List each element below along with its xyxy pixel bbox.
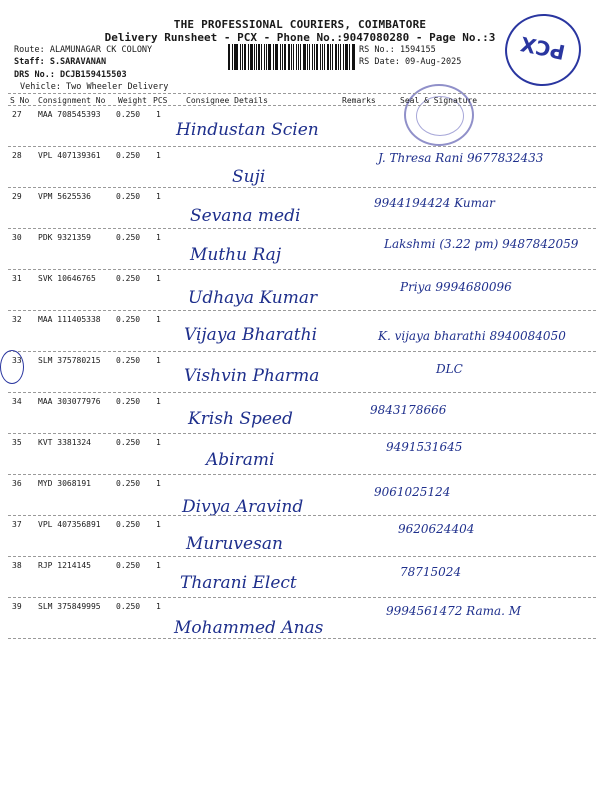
row-consignee-handwritten: Muruvesan xyxy=(186,534,283,554)
route-text: Route: ALAMUNAGAR CK COLONY xyxy=(14,45,153,55)
row-pcs: 1 xyxy=(156,397,161,406)
row-divider xyxy=(8,638,596,639)
row-consignee-handwritten: Muthu Raj xyxy=(190,245,282,265)
row-receiver-signature: K. vijaya bharathi 8940084050 xyxy=(378,329,566,343)
header-divider xyxy=(8,93,596,94)
row-receiver-signature: J. Thresa Rani 9677832433 xyxy=(378,151,544,165)
row-pcs: 1 xyxy=(156,192,161,201)
drs-number: DRS No.: DCJB159415503 xyxy=(14,70,127,80)
row-consignee-handwritten: Krish Speed xyxy=(188,409,293,429)
row-consignment-no: VPL 407139361 xyxy=(38,151,101,160)
row-consignment-no: SLM 375849995 xyxy=(38,602,101,611)
row-weight: 0.250 xyxy=(116,602,141,611)
rs-number: RS No.: 1594155 xyxy=(359,45,436,55)
row-consignee-handwritten: Hindustan Scien xyxy=(176,120,319,140)
table-row xyxy=(0,270,600,311)
row-consignment-no: MAA 708545393 xyxy=(38,110,101,119)
table-row xyxy=(0,557,600,598)
row-consignee-handwritten: Sevana medi xyxy=(190,206,301,226)
row-receiver-signature: Lakshmi (3.22 pm) 9487842059 xyxy=(384,237,579,251)
row-receiver-signature: 9944194424 Kumar xyxy=(374,196,495,210)
row-consignment-no: SLM 375780215 xyxy=(38,356,101,365)
col-seal-signature: Seal & Signature xyxy=(400,96,478,105)
row-sno: 39 xyxy=(12,602,22,611)
row-pcs: 1 xyxy=(156,151,161,160)
row-pcs: 1 xyxy=(156,602,161,611)
row-consignee-handwritten: Divya Aravind xyxy=(182,497,304,517)
col-weight: Weight xyxy=(118,96,147,105)
col-sno: S No xyxy=(10,96,30,105)
row-pcs: 1 xyxy=(156,520,161,529)
row-sno: 34 xyxy=(12,397,22,406)
row-consignment-no: VPL 407356891 xyxy=(38,520,101,529)
col-consignment: Consignment No xyxy=(38,96,106,105)
row-sno: 36 xyxy=(12,479,22,488)
row-weight: 0.250 xyxy=(116,151,141,160)
row-consignment-no: MAA 303077976 xyxy=(38,397,101,406)
row-consignee-handwritten: Mohammed Anas xyxy=(174,618,324,638)
row-weight: 0.250 xyxy=(116,233,141,242)
table-row xyxy=(0,188,600,229)
row-pcs: 1 xyxy=(156,438,161,447)
row-sno: 33 xyxy=(12,356,22,365)
row-weight: 0.250 xyxy=(116,561,141,570)
row-consignment-no: MYD 3068191 xyxy=(38,479,91,488)
table-row xyxy=(0,598,600,639)
row-consignment-no: RJP 1214145 xyxy=(38,561,91,570)
row-receiver-signature: 9491531645 xyxy=(386,440,463,454)
col-consignee: Consignee Details xyxy=(186,96,268,105)
row-consignee-handwritten: Vijaya Bharathi xyxy=(184,325,318,345)
row-weight: 0.250 xyxy=(116,274,141,283)
row-sno: 28 xyxy=(12,151,22,160)
table-row xyxy=(0,475,600,516)
row-sno: 27 xyxy=(12,110,22,119)
row-weight: 0.250 xyxy=(116,397,141,406)
runsheet-title: THE PROFESSIONAL COURIERS, COIMBATORE xyxy=(173,18,427,31)
row-receiver-signature: 9994561472 Rama. M xyxy=(386,604,522,618)
col-remarks: Remarks xyxy=(342,96,376,105)
row-sno: 30 xyxy=(12,233,22,242)
row-weight: 0.250 xyxy=(116,438,141,447)
row-sno: 37 xyxy=(12,520,22,529)
row-consignment-no: KVT 3381324 xyxy=(38,438,91,447)
table-row xyxy=(0,311,600,352)
row-receiver-signature: Priya 9994680096 xyxy=(400,280,512,294)
pen-circle-mark xyxy=(0,350,24,384)
row-receiver-signature: 9061025124 xyxy=(374,485,451,499)
table-row xyxy=(0,393,600,434)
row-consignee-handwritten: Abirami xyxy=(206,450,275,470)
row-pcs: 1 xyxy=(156,479,161,488)
row-weight: 0.250 xyxy=(116,192,141,201)
table-row xyxy=(0,229,600,270)
table-row xyxy=(0,106,600,147)
row-pcs: 1 xyxy=(156,315,161,324)
row-sno: 35 xyxy=(12,438,22,447)
row-weight: 0.250 xyxy=(116,110,141,119)
row-pcs: 1 xyxy=(156,561,161,570)
row-weight: 0.250 xyxy=(116,315,141,324)
row-pcs: 1 xyxy=(156,110,161,119)
row-consignee-handwritten: Vishvin Pharma xyxy=(184,366,320,386)
pcx-stamp: PCX xyxy=(500,9,585,91)
row-consignee-handwritten: Udhaya Kumar xyxy=(188,288,318,308)
row-pcs: 1 xyxy=(156,233,161,242)
table-row xyxy=(0,516,600,557)
row-consignee-handwritten: Suji xyxy=(232,167,266,187)
row-receiver-signature: 78715024 xyxy=(400,565,462,579)
col-pcs: PCS xyxy=(153,96,168,105)
row-consignment-no: MAA 111405338 xyxy=(38,315,101,324)
row-weight: 0.250 xyxy=(116,520,141,529)
row-pcs: 1 xyxy=(156,356,161,365)
table-row xyxy=(0,352,600,393)
row-sno: 31 xyxy=(12,274,22,283)
row-consignment-no: SVK 10646765 xyxy=(38,274,96,283)
table-row xyxy=(0,147,600,188)
row-receiver-signature: 9843178666 xyxy=(370,403,447,417)
row-weight: 0.250 xyxy=(116,479,141,488)
row-receiver-signature: DLC xyxy=(436,362,463,376)
row-weight: 0.250 xyxy=(116,356,141,365)
staff-text: Staff: S.SARAVANAN xyxy=(14,57,107,67)
row-receiver-signature: 9620624404 xyxy=(398,522,475,536)
row-pcs: 1 xyxy=(156,274,161,283)
row-sno: 38 xyxy=(12,561,22,570)
runsheet-subtitle: Delivery Runsheet - PCX - Phone No.:9047080280 - Page No.:3 xyxy=(104,31,496,44)
vehicle-text: Vehicle: Two Wheeler Delivery xyxy=(20,82,169,92)
barcode xyxy=(228,44,356,70)
row-consignee-handwritten: Tharani Elect xyxy=(180,573,297,593)
rs-date: RS Date: 09-Aug-2025 xyxy=(359,57,462,67)
row-consignment-no: PDK 9321359 xyxy=(38,233,91,242)
row-sno: 32 xyxy=(12,315,22,324)
row-consignment-no: VPM 5625536 xyxy=(38,192,91,201)
row-sno: 29 xyxy=(12,192,22,201)
table-row xyxy=(0,434,600,475)
